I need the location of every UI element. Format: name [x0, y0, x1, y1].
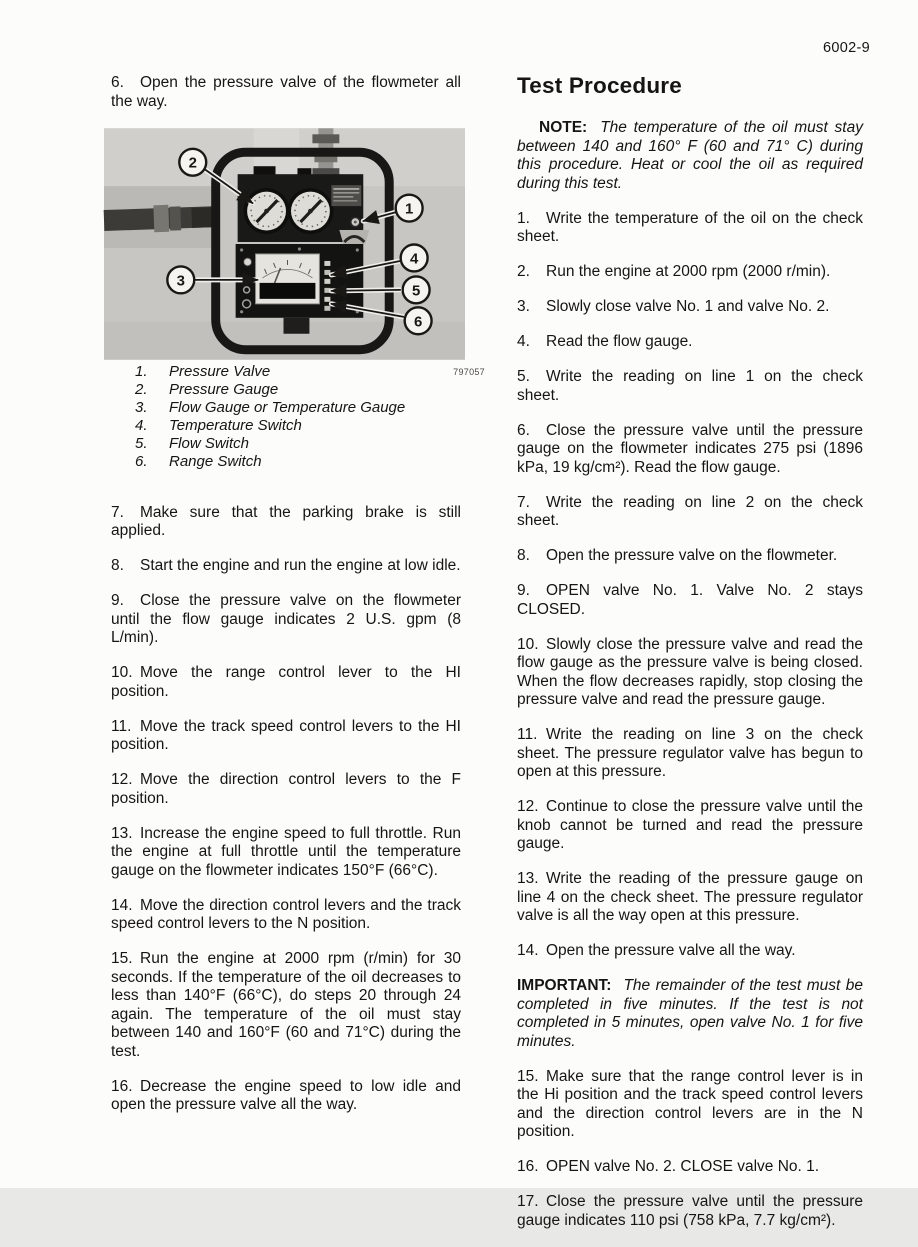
step-paragraph — [111, 74, 461, 111]
step-number: 8. — [517, 547, 530, 564]
step-text: Close the pressure valve until the pressure gauge on the flowmeter indicates 275 psi (1896 kPa, 19 kg/cm²). Read the flow gauge. — [517, 421, 863, 476]
svg-text:2: 2 — [188, 154, 197, 172]
callout-6 — [405, 307, 432, 334]
step-text: Move the direction control levers to the F position. — [111, 771, 461, 807]
step-number: 3. — [517, 298, 530, 315]
step-number: 7. — [111, 503, 124, 521]
legend-number: 5. — [135, 434, 148, 452]
step-number: 4. — [517, 333, 530, 350]
flow-gauge-face — [256, 253, 320, 303]
step-number: 9. — [111, 592, 124, 609]
legend-label: Pressure Valve — [169, 362, 271, 380]
callout-1 — [396, 194, 423, 221]
step-paragraph — [517, 870, 863, 926]
callout-4 — [401, 244, 428, 271]
step-text: Write the reading on line 1 on the check sheet. — [517, 368, 863, 404]
step-number: 14. — [111, 896, 133, 914]
step-paragraph — [517, 1193, 863, 1230]
svg-text:1: 1 — [404, 200, 414, 218]
step-paragraph — [111, 504, 461, 541]
flowmeter-photo — [104, 128, 465, 360]
step-paragraph — [111, 1078, 461, 1115]
step-paragraph — [517, 1068, 863, 1142]
bottom-foot — [284, 317, 310, 333]
important-paragraph — [517, 977, 863, 1051]
step-number: 13. — [517, 870, 539, 887]
step-number: 9. — [517, 582, 530, 599]
step-text: Write the temperature of the oil on the check sheet. — [517, 209, 863, 245]
step-text: Read the flow gauge. — [546, 333, 693, 350]
step-text: Start the engine and run the engine at low idle. — [140, 557, 461, 574]
legend-item — [135, 399, 461, 417]
step-number: 11. — [111, 717, 132, 735]
step-number: 12. — [111, 771, 133, 788]
curved-bracket — [339, 230, 369, 244]
step-number: 15. — [111, 950, 133, 967]
svg-text:3: 3 — [176, 271, 185, 289]
step-text: Write the reading of the pressure gauge on line 4 on the check sheet. The pressure regulator valve is all the way open at this pressure. — [517, 870, 863, 924]
step-text: Move the track speed control levers to the HI position. — [111, 717, 461, 753]
step-number: 15. — [517, 1067, 539, 1085]
step-text: Move the range control lever to the HI position. — [111, 664, 461, 700]
step-paragraph — [517, 547, 863, 566]
legend-item — [135, 417, 461, 435]
step-text: OPEN valve No. 2. CLOSE valve No. 1. — [546, 1158, 820, 1175]
callout-5 — [403, 276, 430, 303]
svg-text:4: 4 — [409, 249, 419, 267]
pressure-valve-knob — [351, 217, 360, 226]
step-text: Run the engine at 2000 rpm (2000 r/min). — [546, 263, 831, 280]
step-paragraph — [111, 825, 461, 881]
step-text: Increase the engine speed to full throttle. Run the engine at full throttle until the temperature gauge on the flowmeter indicates 150°F (66°C). — [111, 824, 461, 879]
step-paragraph — [517, 494, 863, 531]
legend-label: Flow Switch — [169, 434, 250, 452]
step-paragraph — [517, 333, 863, 352]
step-number: 7. — [517, 493, 530, 511]
step-paragraph — [517, 368, 863, 405]
step-number: 11. — [517, 726, 538, 743]
photo-id: 797057 — [453, 366, 485, 377]
step-text: Open the pressure valve of the flowmeter all the way. — [111, 74, 461, 110]
step-text: Slowly close the pressure valve and read the flow gauge as the pressure valve is being closed. When the flow decreases rapidly, stop closing the pressure valve and read the pressure gauge. — [517, 635, 863, 708]
step-paragraph — [111, 664, 461, 701]
legend-label: Pressure Gauge — [169, 380, 279, 398]
legend-label: Range Switch — [169, 452, 262, 470]
step-paragraph — [111, 897, 461, 934]
left-column — [111, 74, 485, 1131]
step-text: Close the pressure valve on the flowmeter until the flow gauge indicates 2 U.S. gpm (8 L/min). — [111, 592, 461, 646]
legend-label: Flow Gauge or Temperature Gauge — [169, 398, 406, 416]
step-text: Move the direction control levers and the track speed control levers to the N position. — [111, 896, 461, 932]
svg-text:5: 5 — [411, 281, 421, 299]
step-number: 6. — [111, 74, 124, 91]
step-text: Close the pressure valve until the pressure gauge indicates 110 psi (758 kPa, 7.7 kg/cm²). — [517, 1193, 863, 1229]
step-number: 5. — [517, 368, 530, 385]
step-text: Make sure that the range control lever is in the Hi position and the track speed control levers and the direction control levers are in the N position. — [517, 1067, 863, 1140]
step-number: 2. — [517, 263, 530, 280]
step-paragraph — [111, 950, 461, 1061]
step-text: Write the reading on line 2 on the check sheet. — [517, 493, 863, 529]
step-number: 14. — [517, 942, 539, 959]
step-paragraph — [517, 798, 863, 854]
step-paragraph — [517, 263, 863, 282]
step-paragraph — [111, 592, 461, 648]
important-text: The remainder of the test must be completed in five minutes. If the test is not completed in 5 minutes, open valve No. 1 for five minutes. — [517, 977, 863, 1050]
note-text: The temperature of the oil must stay between 140 and 160° F (60 and 71° C) during this procedure. Heat or cool the oil as required during this test. — [517, 119, 863, 192]
pressure-gauge — [244, 188, 290, 234]
svg-text:6: 6 — [413, 312, 423, 330]
legend-item — [135, 381, 461, 399]
legend-item — [135, 453, 461, 471]
page-number: 6002-9 — [823, 40, 870, 56]
step-text: Make sure that the parking brake is still applied. — [111, 503, 461, 539]
step-text: Run the engine at 2000 rpm (r/min) for 30 seconds. If the temperature of the oil decreases to less than 140°F (66°C), do steps 20 through 24 again. The temperature of the oil must stay between 140 and 160°F (60 and 71°C) during the test. — [111, 950, 461, 1060]
step-text: Write the reading on line 3 on the check sheet. The pressure regulator valve has begun to open at this pressure. — [517, 726, 863, 780]
flowmeter-figure — [104, 128, 465, 360]
step-number: 13. — [111, 824, 133, 842]
note-paragraph — [517, 119, 863, 193]
legend-item — [135, 363, 461, 381]
step-paragraph — [111, 557, 461, 576]
step-number: 16. — [111, 1077, 133, 1095]
step-number: 10. — [517, 635, 539, 653]
step-text: Open the pressure valve all the way. — [546, 942, 796, 959]
step-text: Open the pressure valve on the flowmeter. — [546, 547, 838, 564]
step-paragraph — [517, 422, 863, 478]
second-gauge — [287, 188, 333, 234]
step-paragraph — [517, 582, 863, 619]
step-paragraph — [517, 298, 863, 317]
step-paragraph — [517, 1158, 863, 1177]
step-paragraph — [517, 726, 863, 782]
legend-item — [135, 435, 461, 453]
important-label: IMPORTANT: — [517, 977, 612, 994]
callout-3 — [167, 266, 194, 293]
section-title: Test Procedure — [517, 73, 682, 98]
step-number: 17. — [517, 1193, 539, 1210]
legend-number: 6. — [135, 452, 148, 470]
step-paragraph — [517, 210, 863, 247]
step-number: 10. — [111, 664, 133, 681]
legend-number: 3. — [135, 398, 148, 416]
step-text: Continue to close the pressure valve until the knob cannot be turned and read the pressure gauge. — [517, 798, 863, 852]
step-number: 8. — [111, 557, 124, 574]
step-paragraph — [111, 718, 461, 755]
legend-label: Temperature Switch — [169, 416, 302, 434]
note-label: NOTE: — [539, 119, 588, 136]
nameplate — [331, 185, 361, 206]
step-paragraph — [517, 942, 863, 961]
right-column — [517, 74, 863, 1247]
legend-number: 2. — [135, 380, 148, 398]
step-number: 1. — [517, 209, 530, 227]
legend-number: 4. — [135, 416, 148, 434]
step-text: Slowly close valve No. 1 and valve No. 2. — [546, 298, 830, 315]
callout-2 — [179, 148, 206, 175]
step-paragraph — [517, 636, 863, 710]
legend-number: 1. — [135, 362, 148, 380]
step-text: Decrease the engine speed to low idle and open the pressure valve all the way. — [111, 1077, 461, 1113]
step-number: 16. — [517, 1158, 539, 1175]
figure-legend — [135, 362, 485, 471]
step-number: 6. — [517, 421, 530, 439]
step-number: 12. — [517, 798, 539, 815]
step-paragraph — [111, 771, 461, 808]
step-text: OPEN valve No. 1. Valve No. 2 stays CLOSED. — [517, 582, 863, 618]
